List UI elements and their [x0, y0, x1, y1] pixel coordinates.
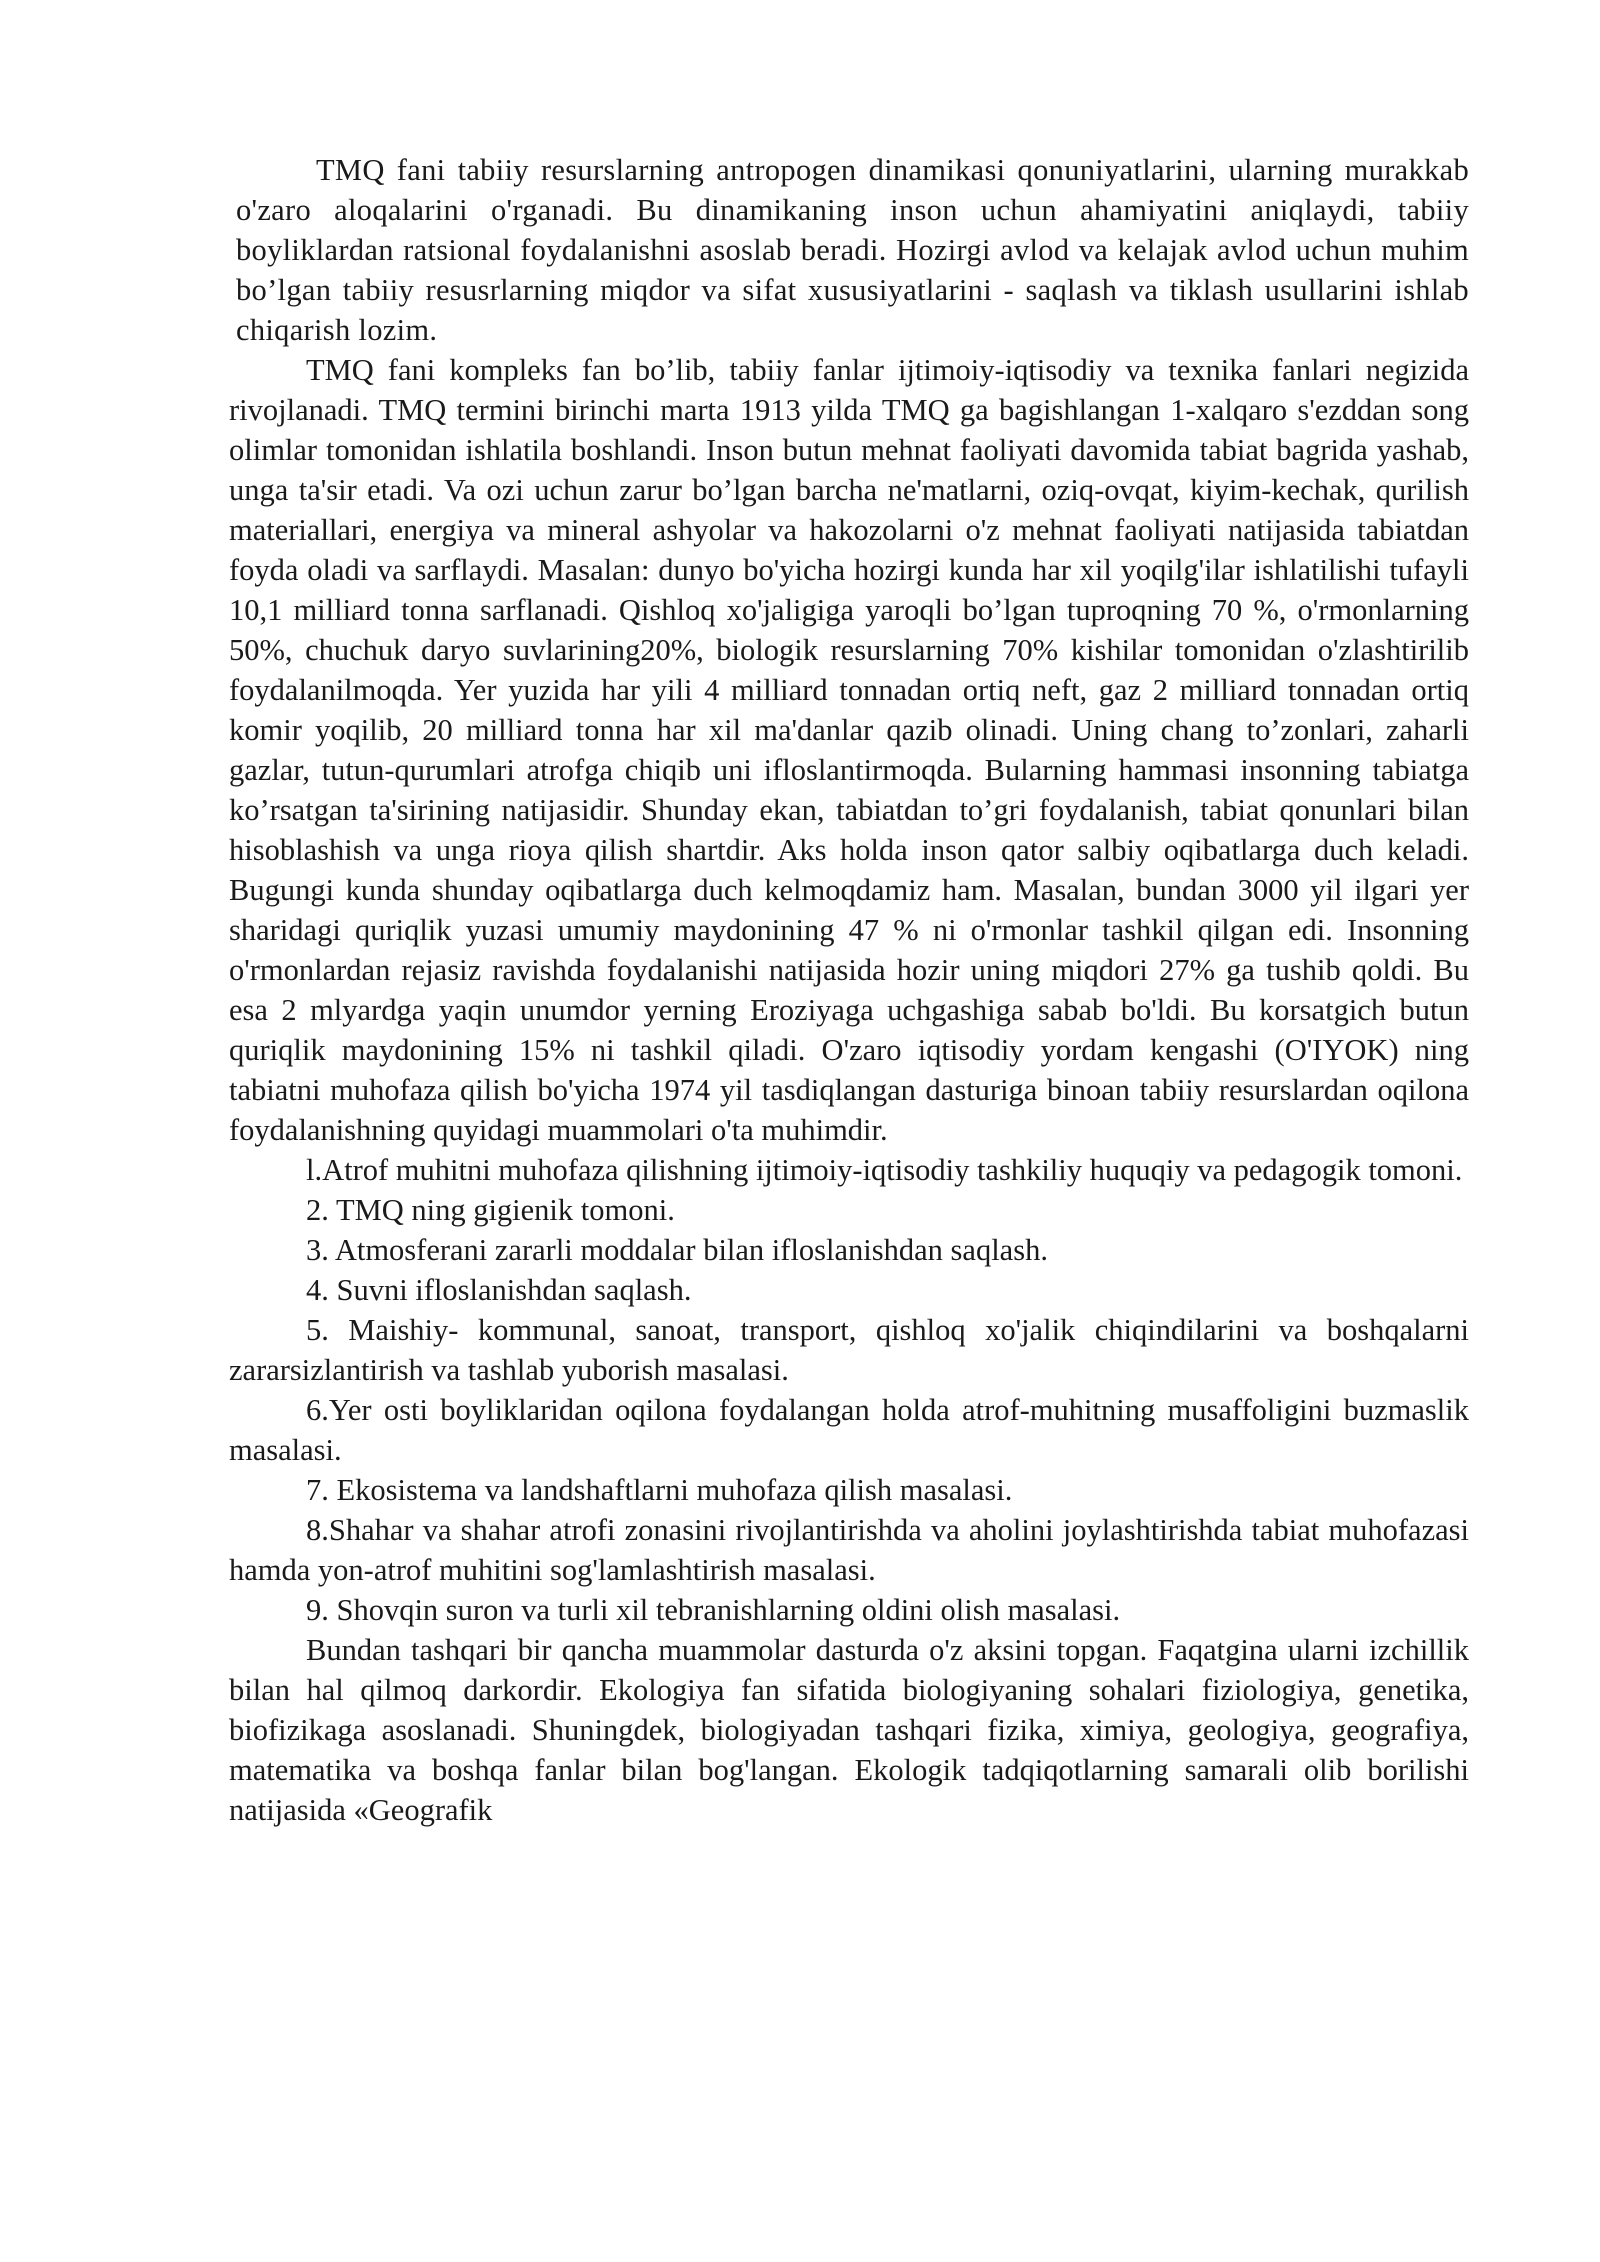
- list-item-6: 6.Yer osti boyliklaridan oqilona foydalangan holda atrof-muhitning musaffoligini buzmaslik masalasi.: [229, 1393, 1469, 1467]
- paragraph-closing: Bundan tashqari bir qancha muammolar dasturda o'z aksini topgan. Faqatgina ularni izchillik bilan hal qilmoq darkordir. Ekologiya fan sifatida biologiyaning sohalari fiziologiya, genetika, biofizikaga asoslanadi. Shuningdek, biologiyadan tashqari fizika, ximiya, geologiya, geografiya, matematika va boshqa fanlar bilan bog'langan. Ekologik tadqiqotlarning samarali olib borilishi natijasida «Geografik: [229, 1633, 1469, 1827]
- paragraph-intro: TMQ fani tabiiy resurslarning antropogen dinamikasi qonuniyatlarini, ularning murakkab o'zaro aloqalarini o'rganadi. Bu dinamikaning inson uchun ahamiyatini aniqlaydi, tabiiy boyliklardan ratsional foydalanishni asoslab beradi. Hozirgi avlod va kelajak avlod uchun muhim bo’lgan tabiiy resusrlarning miqdor va sifat xususiyatlarini - saqlash va tiklash usullarini ishlab chiqarish lozim.: [236, 153, 1469, 347]
- list-item-9: 9. Shovqin suron va turli xil tebranishlarning oldini olish masalasi.: [306, 1593, 1121, 1627]
- list-item-5: 5. Maishiy- kommunal, sanoat, transport, qishloq xo'jalik chiqindilarini va boshqalarni zararsizlantirish va tashlab yuborish masalasi.: [229, 1313, 1469, 1387]
- list-item-4: 4. Suvni ifloslanishdan saqlash.: [306, 1273, 692, 1307]
- list-item-7: 7. Ekosistema va landshaftlarni muhofaza qilish masalasi.: [306, 1473, 1013, 1507]
- list-item-1: l.Atrof muhitni muhofaza qilishning ijtimoiy-iqtisodiy tashkiliy huquqiy va pedagogik tomoni.: [306, 1153, 1463, 1187]
- paragraph-main: TMQ fani kompleks fan bo’lib, tabiiy fanlar ijtimoiy-iqtisodiy va texnika fanlari negizida rivojlanadi. TMQ termini birinchi marta 1913 yilda TMQ ga bagishlangan 1-xalqaro s'ezddan song olimlar tomonidan ishlatila boshlandi. Inson butun mehnat faoliyati davomida tabiat bagrida yashab, unga ta'sir etadi. Va ozi uchun zarur bo’lgan barcha ne'matlarni, oziq-ovqat, kiyim-kechak, qurilish materiallari, energiya va mineral ashyolar va hakozolarni o'z mehnat faoliyati natijasida tabiatdan foyda oladi va sarflaydi. Masalan: dunyo bo'yicha hozirgi kunda har xil yoqilg'ilar ishlatilishi tufayli 10,1 milliard tonna sarflanadi. Qishloq xo'jaligiga yaroqli bo’lgan tuproqning 70 %, o'rmonlarning 50%, chuchuk daryo suvlarining20%, biologik resurslarning 70% kishilar tomonidan o'zlashtirilib foydalanilmoqda. Yer yuzida har yili 4 milliard tonnadan ortiq neft, gaz 2 milliard tonnadan ortiq komir yoqilib, 20 milliard tonna har xil ma'danlar qazib olinadi. Uning chang to’zonlari, zaharli gazlar, tutun-qurumlari atrofga chiqib uni ifloslantirmoqda. Bularning hammasi insonning tabiatga ko’rsatgan ta'sirining natijasidir. Shunday ekan, tabiatdan to’gri foydalanish, tabiat qonunlari bilan hisoblashish va unga rioya qilish shartdir. Aks holda inson qator salbiy oqibatlarga duch keladi. Bugungi kunda shunday oqibatlarga duch kelmoqdamiz ham. Masalan, bundan 3000 yil ilgari yer sharidagi quriqlik yuzasi umumiy maydonining 47 % ni o'rmonlar tashkil qilgan edi. Insonning o'rmonlardan rejasiz ravishda foydalanishi natijasida hozir uning miqdori 27% ga tushib qoldi. Bu esa 2 mlyardga yaqin unumdor yerning Eroziyaga uchgashiga sabab bo'ldi. Bu korsatgich butun quriqlik maydonining 15% ni tashkil qiladi. O'zaro iqtisodiy yordam kengashi (O'IYOK) ning tabiatni muhofaza qilish bo'yicha 1974 yil tasdiqlangan dasturiga binoan tabiiy resurslardan oqilona foydalanishning quyidagi muammolari o'ta muhimdir.: [229, 353, 1469, 1147]
- document-page: [229, 150, 1469, 1830]
- list-item-8: 8.Shahar va shahar atrofi zonasini rivojlantirishda va aholini joylashtirishda tabiat muhofazasi hamda yon-atrof muhitini sog'lamlashtirish masalasi.: [229, 1513, 1469, 1587]
- list-item-3: 3. Atmosferani zararli moddalar bilan ifloslanishdan saqlash.: [306, 1233, 1048, 1267]
- list-item-2: 2. TMQ ning gigienik tomoni.: [306, 1193, 675, 1227]
